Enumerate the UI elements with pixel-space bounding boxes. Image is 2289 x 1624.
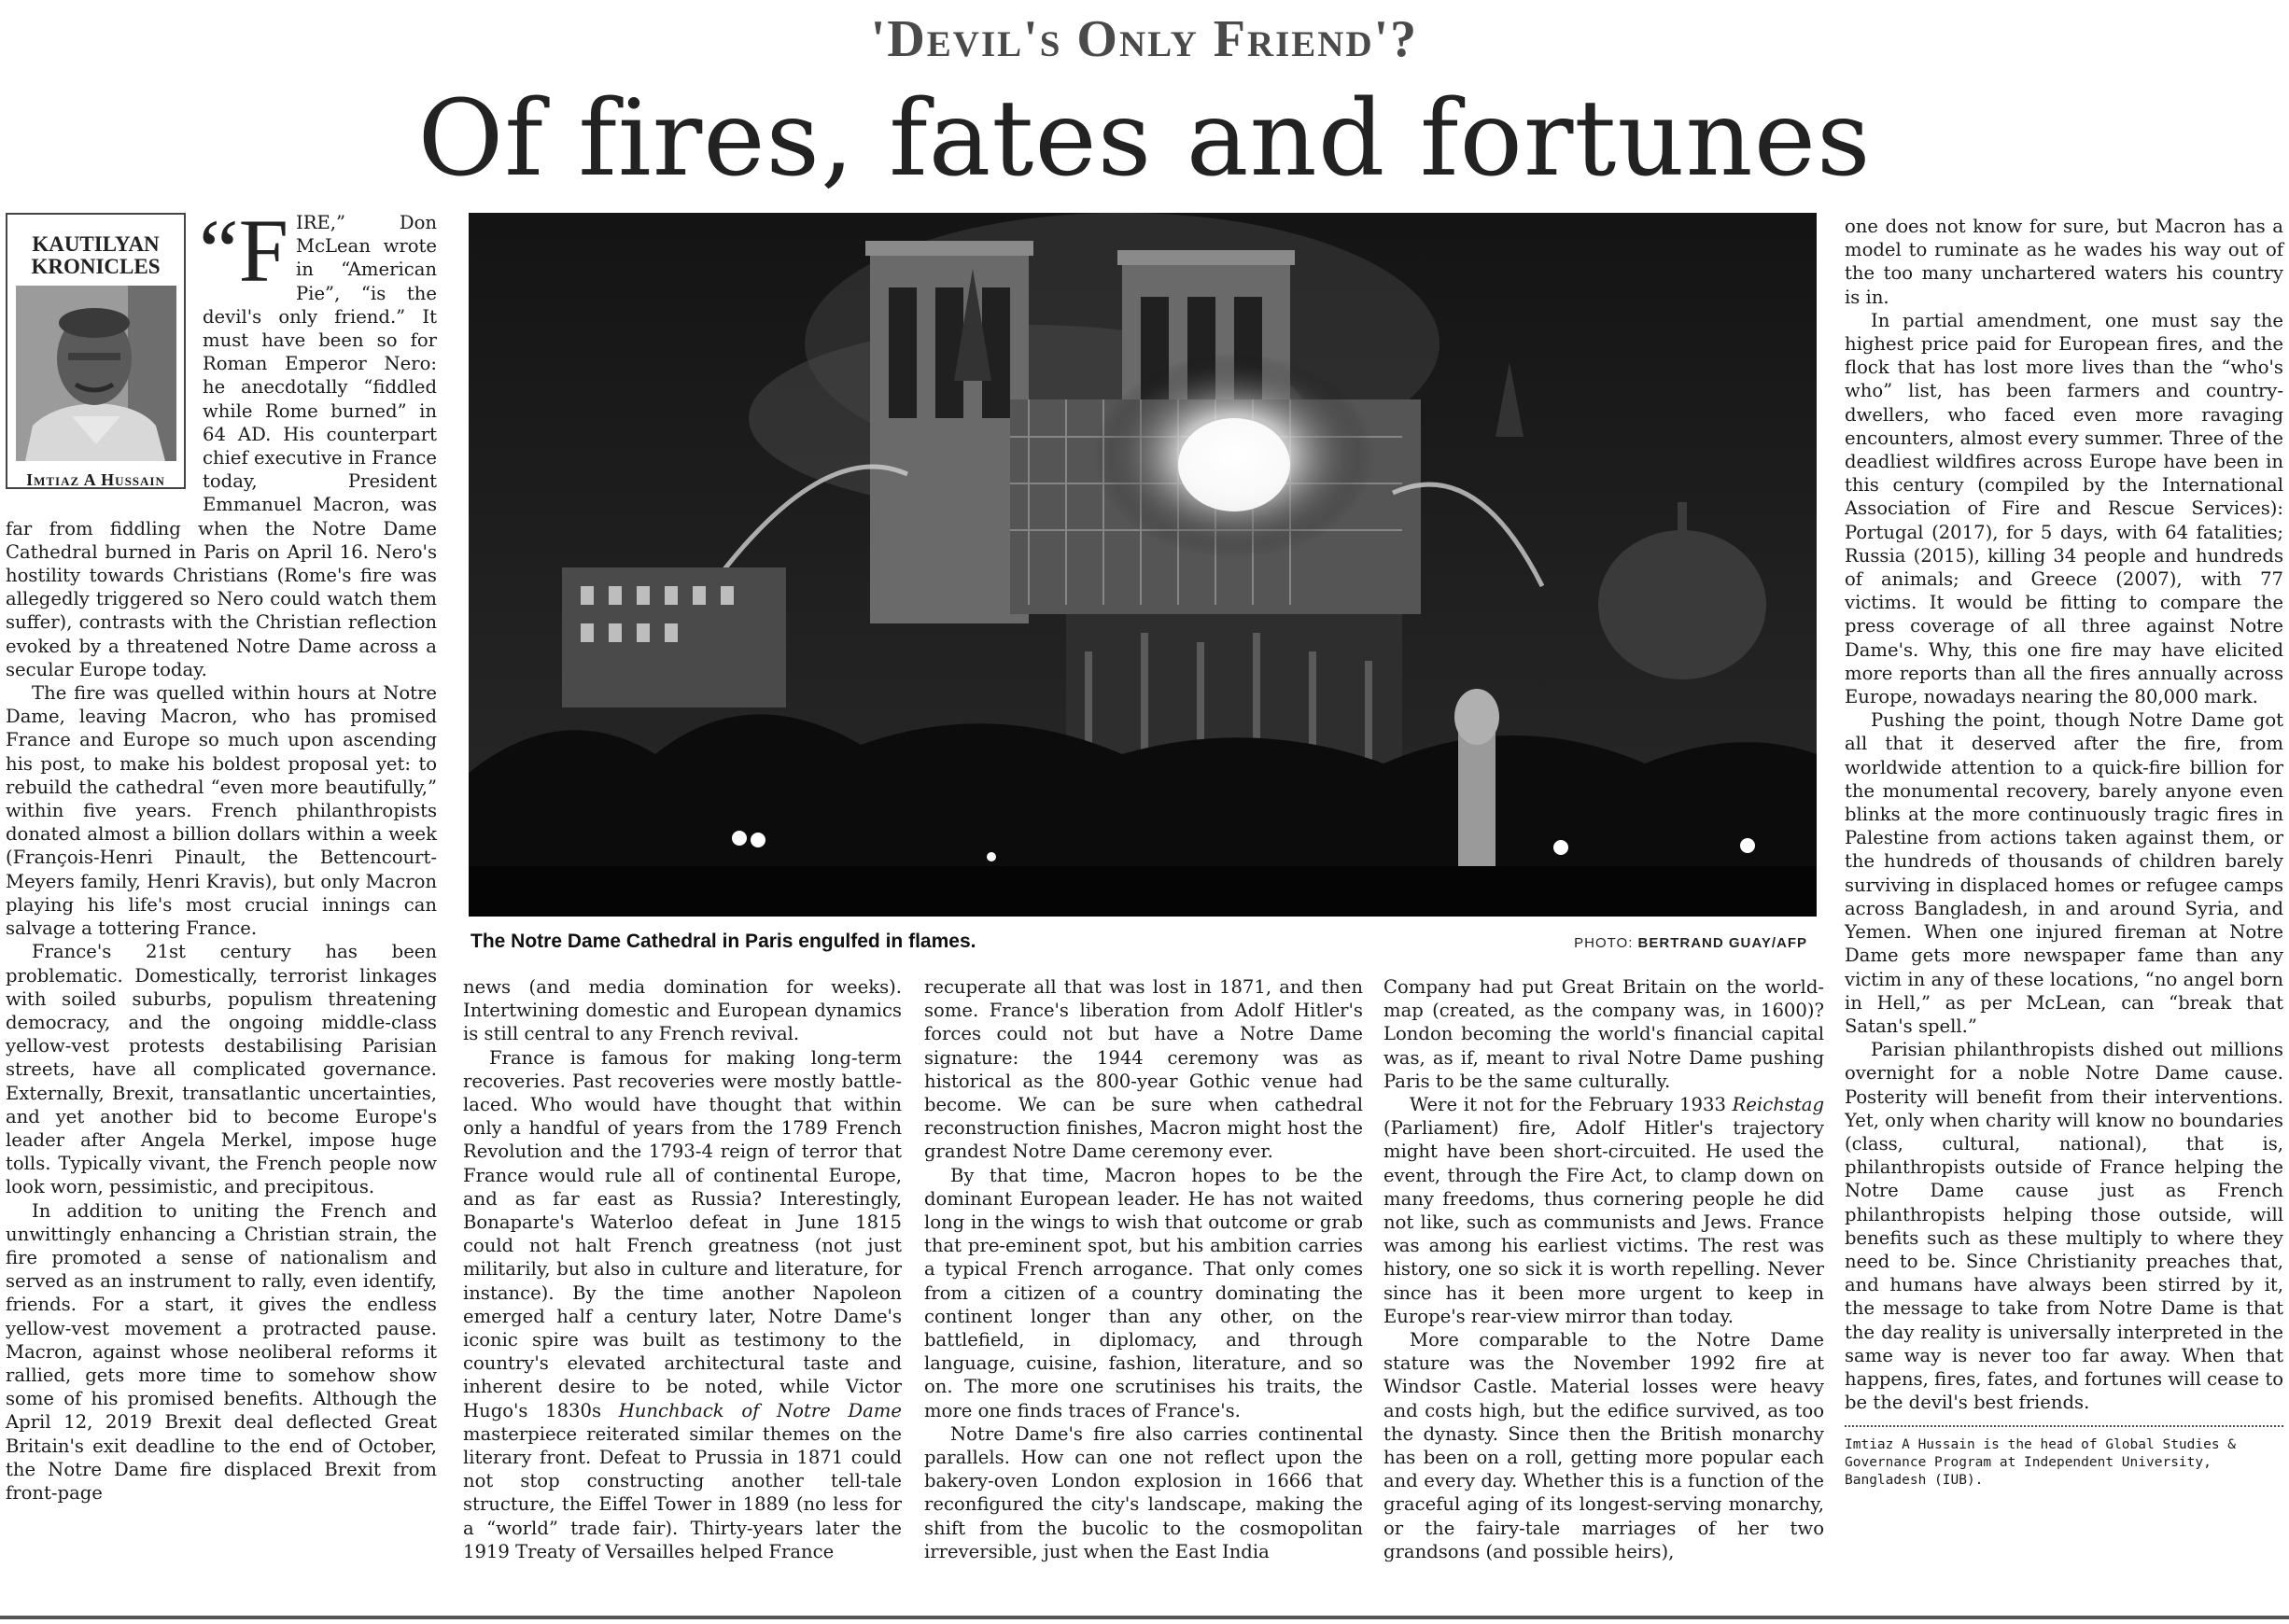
- paragraph: Notre Dame's fire also carries continental parallels. How can one not reflect upon the bakery-oven London explosion in 1666 that reconfigured the city's landscape, making the shift from the bucolic to the cosmopolitan irreversible, just when the East India: [924, 1422, 1363, 1562]
- author-bio: Imtiaz A Hussain is the head of Global Studies & Governance Program at Independent University, Bangladesh (IUB).: [1845, 1437, 2237, 1489]
- paragraph: In partial amendment, one must say the highest price paid for European fires, and the flock that has lost more lives than the “who's who” list, has been farmers and country-dwellers, who faced even more ravaging encounters, almost every summer. Three of the deadliest wildfires across Europe have been in this century (compiled by the International Association of Fire and Rescue Services): Portugal (2017), for 5 days, with 64 fatalities; Russia (2015), killing 34 people and hundreds of animals; and Greece (2007), with 77 victims. It would be fitting to compare the press coverage of all three against Notre Dame's. Why, this one fire may have elicited more reports than all the fires annually across Europe, nowadays nearing the 80,000 mark.: [1845, 309, 2283, 708]
- paragraph: one does not know for sure, but Macron has a model to ruminate as he wades his way out of the too many unchartered waters his country is in.: [1845, 216, 2283, 308]
- notre-dame-photo: [469, 213, 1817, 917]
- bottom-rule: [0, 1616, 2289, 1619]
- headline: Of fires, fates and fortunes: [417, 78, 1872, 200]
- text-run: (Parliament) fire, Adolf Hitler's trajectory might have been short-circuited. He used the event, through the Fire Act, to clamp down on many freedoms, thus cornering people he did not like, such as communists and Jews. France was among his earliest victims. The rest was history, one so sick it is worth repelling. Never since has it been more urgent to keep in Europe's rear-view mirror than today.: [1383, 1117, 1824, 1327]
- paragraph: Pushing the point, though Notre Dame got all that it deserved after the fire, from worldwide attention to a quick-fire billion for the monumental recovery, barely anyone even blinks at the more continuously tragic fires in Palestine from actions taken against them, or the hundreds of thousands of children barely surviving in displaced homes or refugee camps across Bangladesh, in and around Syria, and Yemen. When one injured fireman at Notre Dame gets more newspaper fame than any victim in any of these locations, “no angel born in Hell,” as per McLean, can “break that Satan's spell.”: [1845, 709, 2283, 1037]
- article-column-1: [6, 201, 437, 1505]
- paragraph: In addition to uniting the French and unwittingly enhancing a Christian strain, the fire promoted a sense of nationalism and served as an instrument to rally, even identify, friends. For a start, it gives the endless yellow-vest movement a protracted pause. Macron, against whose neoliberal reforms it rallied, gets more time to somehow show some of his promised benefits. Although the April 12, 2019 Brexit deal deflected Great Britain's exit deadline to the end of October, the Notre Dame fire displaced Brexit from front-page: [6, 1199, 437, 1504]
- text-run: masterpiece reiterated similar themes on the literary front. Defeat to Prussia in 1871 could not stop constructing another tell-tale structure, the Eiffel Tower in 1889 (no less for a “world” trade fair). Thirty-years later the 1919 Treaty of Versailles helped France: [463, 1422, 902, 1562]
- paragraph: Company had put Great Britain on the world-map (created, as the company was, in 1600)? London becoming the world's financial capital was, as if, meant to rival Notre Dame pushing Paris to be the same culturally.: [1383, 976, 1824, 1092]
- photo-credit-name: BERTRAND GUAY/AFP: [1637, 935, 1807, 951]
- kicker: 'Devil's Only Friend'?: [870, 10, 1419, 68]
- cathedral-fire-icon: [469, 213, 1817, 917]
- author-avatar: [16, 286, 176, 461]
- paragraph: Parisian philanthropists dished out millions overnight for a noble Notre Dame cause. Posterity will benefit from their interventions. Yet, only when charity will know no boundaries (class, cultural, national), that is, philanthropists outside of France helping the Notre Dame cause just as French philanthropists helping those outside, will benefits such as these multiply to where they need to be. Since Christianity preaches that, and humans have always been stirred by it, the message to take from Notre Dame is that the day reality is universally interpreted in the same way is never too far away. When that happens, fires, fates, and fortunes will cease to be the devil's best friends.: [1845, 1039, 2283, 1414]
- article-column-2: [463, 975, 902, 1563]
- photo-credit: [1574, 935, 1807, 951]
- article-column-4: [1383, 975, 1824, 1563]
- dropcap: “F: [199, 201, 288, 301]
- article-column-3: [924, 975, 1363, 1563]
- column-name: KAUTILYAN KRONICLES: [31, 232, 161, 278]
- paragraph: The fire was quelled within hours at Notre Dame, leaving Macron, who has promised France and Europe so much upon ascending his post, to make his boldest proposal yet: to rebuild the cathedral “even more beautifully,” within five years. French philanthropists donated almost a billion dollars within a week (François-Henri Pinault, the Bettencourt-Meyers family, Henri Kravis), but only Macron playing his life's most crucial innings can salvage a tottering France.: [6, 682, 437, 940]
- byline-box: [6, 213, 186, 489]
- paragraph: news (and media domination for weeks). Intertwining domestic and European dynamics is still central to any French revival.: [463, 976, 902, 1045]
- paragraph: France's 21st century has been problematic. Domestically, terrorist linkages with soiled suburbs, populism threatening democracy, and the ongoing middle-class yellow-vest protests destabilising Parisian streets, have all complicated governance. Externally, Brexit, transatlantic uncertainties, and yet another bid to become Europe's leader after Angela Merkel, impose huge tolls. Typically vivant, the French people now look worn, pessimistic, and precipitous.: [6, 941, 437, 1198]
- article-column-5: [1845, 215, 2283, 1490]
- author-portrait-icon: [16, 286, 176, 461]
- photo-caption: The Notre Dame Cathedral in Paris engulfed in flames.: [470, 931, 976, 952]
- text-run: France is famous for making long-term recoveries. Past recoveries were mostly battle-laced. Who would have thought that within only a handful of years from the 1789 French Revolution and the 1793-4 reign of terror that France would rule all of continental Europe, and as far east as Russia? Interestingly, Bonaparte's Waterloo defeat in June 1815 could not halt French greatness (not just militarily, but also in culture and literature, for instance). By the time another Napoleon emerged half a century later, Notre Dame's iconic spire was built as testimony to the country's elevated architectural taste and inherent desire to be noted, while Victor Hugo's 1830s: [463, 1046, 902, 1421]
- photo-credit-label: PHOTO:: [1574, 935, 1634, 951]
- paragraph: IRE,” Don McLean wrote in “American Pie”, “is the devil's only friend.” It must have been so for Roman Emperor Nero: he anecdotally “fiddled while Rome burned” in 64 AD. His counterpart chief executive in France today, President Emmanuel Macron, was far from fiddling when the Notre Dame Cathedral burned in Paris on April 16. Nero's hostility towards Christians (Rome's fire was allegedly triggered so Nero could watch them suffer), contrasts with the Christian reflection evoked by a threatened Notre Dame across a secular Europe today.: [6, 212, 437, 680]
- paragraph: [1383, 1093, 1824, 1328]
- italic-term: Reichstag: [1732, 1094, 1824, 1116]
- paragraph: By that time, Macron hopes to be the dominant European leader. He has not waited long in the wings to wish that outcome or grab that pre-eminent spot, but his ambition carries a typical French arrogance. That only comes from a citizen of a country dominating the continent longer than any other, on the battlefield, in diplomacy, and through language, cuisine, fashion, literature, and so on. The more one scrutinises his traits, the more one finds traces of France's.: [924, 1164, 1363, 1421]
- paragraph: More comparable to the Notre Dame stature was the November 1992 fire at Windsor Castle. Material losses were heavy and costs high, but the edifice survived, as too the dynasty. Since then the British monarchy has been on a roll, getting more popular each and every day. Whether this is a function of the graceful aging of its longest-serving monarchy, or the fairy-tale marriages of her two grandsons (and possible heirs),: [1383, 1329, 1824, 1562]
- book-title: Hunchback of Notre Dame: [618, 1399, 902, 1421]
- text-run: Were it not for the February 1933: [1410, 1094, 1733, 1116]
- divider: [1845, 1425, 2283, 1427]
- author-name: Imtiaz A Hussain: [26, 470, 165, 489]
- paragraph: recuperate all that was lost in 1871, and then some. France's liberation from Adolf Hitler's forces could not but have a Notre Dame signature: the 1944 ceremony was as historical as the 800-year Gothic venue had become. We can be sure when cathedral reconstruction finishes, Macron might host the grandest Notre Dame ceremony ever.: [924, 976, 1363, 1163]
- paragraph: [463, 1046, 902, 1563]
